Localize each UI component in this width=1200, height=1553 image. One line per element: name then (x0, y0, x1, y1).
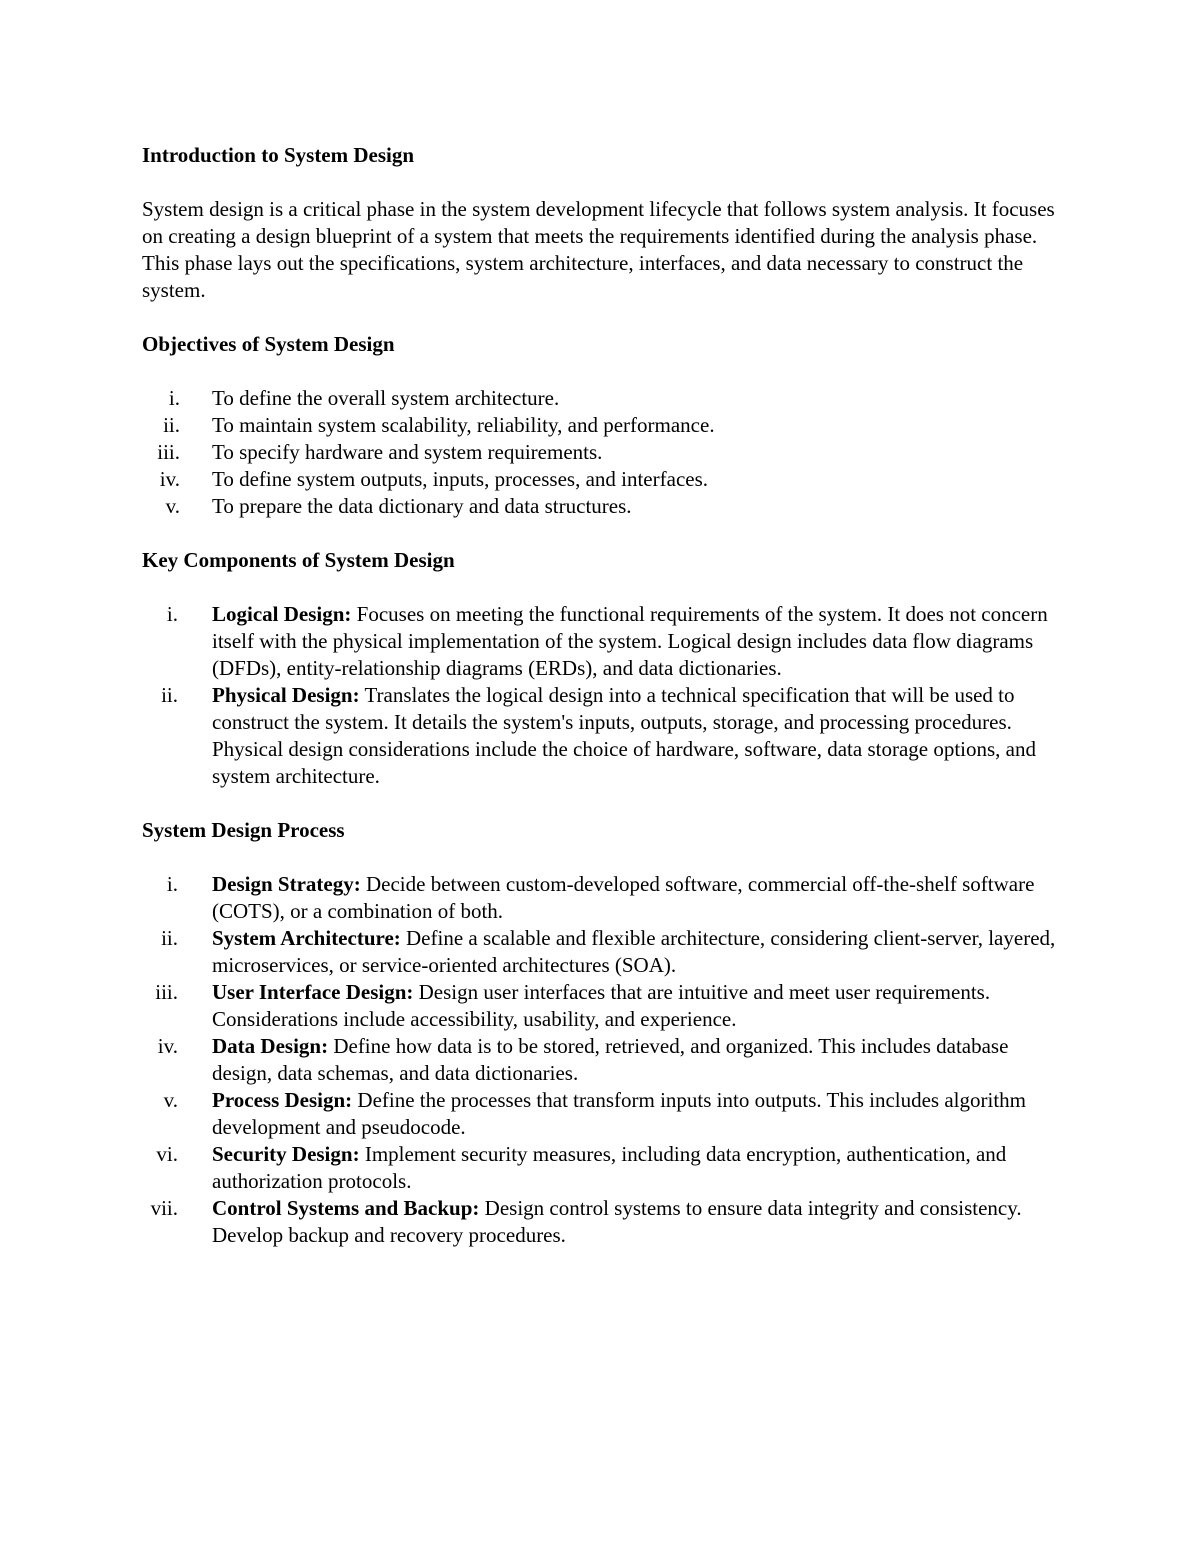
list-term: Logical Design: (212, 602, 352, 626)
list-item (142, 871, 1062, 925)
list-item (142, 601, 1062, 682)
list-term: Data Design: (212, 1034, 329, 1058)
list-text: To define system outputs, inputs, processes, and interfaces. (212, 467, 709, 491)
list-number: ii. (161, 926, 178, 950)
list-text: Define how data is to be stored, retrieved, and organized. This includes database design, data schemas, and data dictionaries. (212, 1034, 1009, 1085)
list-number: i. (168, 386, 180, 410)
list-number: iii. (155, 980, 178, 1004)
list-text: Define the processes that transform inputs into outputs. This includes algorithm development and pseudocode. (212, 1088, 1027, 1139)
list-item (142, 385, 1062, 412)
list-term: System Architecture: (212, 926, 401, 950)
list-number: vii. (150, 1196, 178, 1220)
list-text: To specify hardware and system requirements. (212, 440, 603, 464)
list-number: ii. (161, 683, 178, 707)
list-item (142, 1087, 1062, 1141)
list-text: Define a scalable and flexible architecture, considering client-server, layered, microservices, or service-oriented architectures (SOA). (212, 926, 1056, 977)
intro-paragraph: System design is a critical phase in the system development lifecycle that follows system analysis. It focuses on creating a design blueprint of a system that meets the requirements identified during the analysis phase. This phase lays out the specifications, system architecture, interfaces, and data necessary to construct the system. (142, 197, 1055, 302)
list-number: v. (165, 494, 180, 518)
process-list (142, 871, 1062, 1249)
process-heading: System Design Process (142, 818, 345, 842)
list-text: Design user interfaces that are intuitive and meet user requirements. Considerations include accessibility, usability, and experience. (212, 980, 991, 1031)
list-item (142, 925, 1062, 979)
list-number: i. (166, 602, 178, 626)
list-item (142, 466, 1062, 493)
components-heading: Key Components of System Design (142, 548, 455, 572)
objectives-list (142, 385, 1062, 520)
list-text: Focuses on meeting the functional requirements of the system. It does not concern itself with the physical implementation of the system. Logical design includes data flow diagrams (DFDs), entity-relationship diagrams (ERDs), and data dictionaries. (212, 602, 1048, 680)
list-text: Design control systems to ensure data integrity and consistency. Develop backup and recovery procedures. (212, 1196, 1022, 1247)
list-text: Implement security measures, including data encryption, authentication, and authorization protocols. (212, 1142, 1007, 1193)
list-number: vi. (156, 1142, 178, 1166)
list-text: To prepare the data dictionary and data structures. (212, 494, 632, 518)
list-term: Design Strategy: (212, 872, 361, 896)
list-number: iv. (157, 1034, 178, 1058)
list-number: iii. (157, 440, 180, 464)
objectives-heading: Objectives of System Design (142, 332, 395, 356)
list-item (142, 1195, 1062, 1249)
list-number: i. (166, 872, 178, 896)
list-item (142, 412, 1062, 439)
intro-heading: Introduction to System Design (142, 143, 415, 167)
list-text: To define the overall system architecture. (212, 386, 560, 410)
list-number: v. (163, 1088, 178, 1112)
document-content (142, 142, 1062, 1276)
list-text: To maintain system scalability, reliability, and performance. (212, 413, 715, 437)
list-term: User Interface Design: (212, 980, 414, 1004)
list-term: Process Design: (212, 1088, 353, 1112)
list-term: Security Design: (212, 1142, 360, 1166)
list-term: Control Systems and Backup: (212, 1196, 480, 1220)
components-list (142, 601, 1062, 790)
list-item (142, 979, 1062, 1033)
list-item (142, 439, 1062, 466)
list-number: ii. (163, 413, 180, 437)
list-text: Translates the logical design into a technical specification that will be used to construct the system. It details the system's inputs, outputs, storage, and processing procedures. Physical design considerations include the choice of hardware, software, data storage options, and system architecture. (212, 683, 1036, 788)
list-item (142, 493, 1062, 520)
list-item (142, 682, 1062, 790)
list-item (142, 1033, 1062, 1087)
list-term: Physical Design: (212, 683, 360, 707)
list-item (142, 1141, 1062, 1195)
list-number: iv. (159, 467, 180, 491)
list-text: Decide between custom-developed software, commercial off-the-shelf software (COTS), or a combination of both. (212, 872, 1035, 923)
